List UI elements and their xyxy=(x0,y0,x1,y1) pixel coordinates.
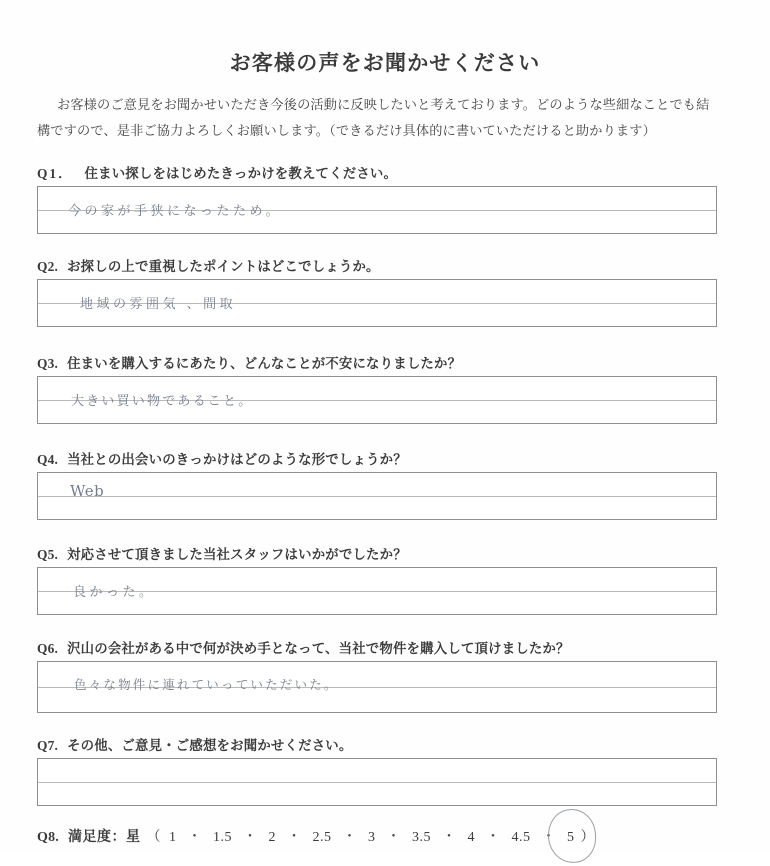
rating-option-5-selected[interactable] xyxy=(565,830,577,846)
rating-scale xyxy=(143,826,602,846)
rating-option-3[interactable]: 3 xyxy=(368,830,376,845)
question-number-q2: Q2. xyxy=(37,259,59,274)
rating-separator: ・ xyxy=(243,830,258,845)
answer-line-q4-2[interactable] xyxy=(38,496,716,519)
question-text-q6: 沢山の会社がある中で何が決め手となって、当社で物件を購入して頂けましたか？ xyxy=(67,641,570,656)
handwritten-answer-q1: 今の家が手狭になったため。 xyxy=(68,204,282,219)
answer-box-q2[interactable] xyxy=(37,279,717,327)
rating-separator: ・ xyxy=(342,830,357,845)
rating-close-paren: ） xyxy=(580,830,595,845)
question-label-q3 xyxy=(37,353,717,372)
rating-separator: ・ xyxy=(486,830,501,845)
question-number-q4: Q4. xyxy=(37,452,59,467)
rating-option-4-5[interactable]: 4.5 xyxy=(511,830,531,845)
rating-open-paren: （ xyxy=(146,830,161,845)
question-block-q4 xyxy=(37,449,717,520)
rating-option-1-5[interactable]: 1.5 xyxy=(213,830,232,845)
rating-option-2[interactable]: 2 xyxy=(268,830,276,845)
rating-separator: ・ xyxy=(187,830,202,845)
rating-option-2-5[interactable]: 2.5 xyxy=(312,830,332,845)
question-text-q4: 当社との出会いのきっかけはどのような形でしょうか？ xyxy=(67,452,407,467)
rating-separator: ・ xyxy=(442,830,457,845)
handwritten-answer-q3: 大きい買い物であること。 xyxy=(71,394,254,409)
question-label-q7 xyxy=(37,735,717,754)
question-block-q3 xyxy=(37,353,717,424)
answer-line-q7-1[interactable] xyxy=(38,759,716,782)
rating-option-4[interactable]: 4 xyxy=(467,830,475,845)
question-number-q6: Q6. xyxy=(37,641,59,656)
question-text-q7: その他、ご意見・ご感想をお聞かせください。 xyxy=(67,738,353,753)
answer-box-q4[interactable] xyxy=(37,472,717,520)
page-title: お客様の声をお聞かせください xyxy=(229,51,541,75)
question-block-q1 xyxy=(37,163,717,234)
answer-line-q7-2[interactable] xyxy=(38,782,716,805)
question-block-q2 xyxy=(37,256,717,327)
answer-box-q3[interactable] xyxy=(37,376,717,424)
question-text-q1: 住まい探しをはじめたきっかけを教えてください。 xyxy=(84,166,398,181)
question-number-q3: Q3. xyxy=(37,356,59,371)
rating-separator: ・ xyxy=(541,830,556,845)
handwritten-answer-q2: 地域の雰囲気 、間取 xyxy=(80,297,237,312)
answer-line-q4-1[interactable] xyxy=(38,473,716,496)
answer-box-q6[interactable] xyxy=(37,661,717,713)
intro-line-1: お客様のご意見をお聞かせいただき今後の活動に反映したいと考えております。どのような些細なことでも結 xyxy=(57,97,710,112)
question-block-q5 xyxy=(37,544,717,615)
answer-box-q7[interactable] xyxy=(37,758,717,806)
handwritten-answer-q4: Web xyxy=(70,482,105,500)
question-label-q2 xyxy=(37,256,717,275)
question-number-q5: Q5. xyxy=(37,547,59,562)
question-block-q6 xyxy=(37,638,717,713)
rating-option-5[interactable]: 5 xyxy=(567,830,575,845)
question-text-q3: 住まいを購入するにあたり、どんなことが不安になりましたか？ xyxy=(67,356,462,371)
question-label-q4 xyxy=(37,449,717,468)
question-block-q8 xyxy=(37,826,737,846)
question-number-q7: Q7. xyxy=(37,738,59,753)
handwritten-answer-q5: 良かった。 xyxy=(73,585,156,600)
handwritten-answer-q6: 色々な物件に連れていっていただいた。 xyxy=(74,677,339,692)
question-label-q5 xyxy=(37,544,717,563)
question-label-q6 xyxy=(37,638,717,657)
rating-separator: ・ xyxy=(386,830,401,845)
question-block-q7 xyxy=(37,735,717,806)
rating-label: 満足度：星 xyxy=(68,830,141,845)
answer-box-q5[interactable] xyxy=(37,567,717,615)
rating-option-1[interactable]: 1 xyxy=(169,830,177,845)
rating-option-3-5[interactable]: 3.5 xyxy=(412,830,431,845)
question-number-q1: Q1． xyxy=(37,166,74,181)
question-text-q5: 対応させて頂きました当社スタッフはいかがでしたか？ xyxy=(67,547,407,562)
intro-line-2: 構ですので、是非ご協力よろしくお願いします。（できるだけ具体的に書いていただけると助かります） xyxy=(37,123,656,138)
rating-separator: ・ xyxy=(287,830,302,845)
question-number-q8: Q8. xyxy=(37,830,59,845)
intro-paragraph xyxy=(37,92,737,144)
answer-box-q1[interactable] xyxy=(37,186,717,234)
question-text-q2: お探しの上で重視したポイントはどこでしょうか。 xyxy=(67,259,380,274)
question-label-q1 xyxy=(37,163,717,182)
